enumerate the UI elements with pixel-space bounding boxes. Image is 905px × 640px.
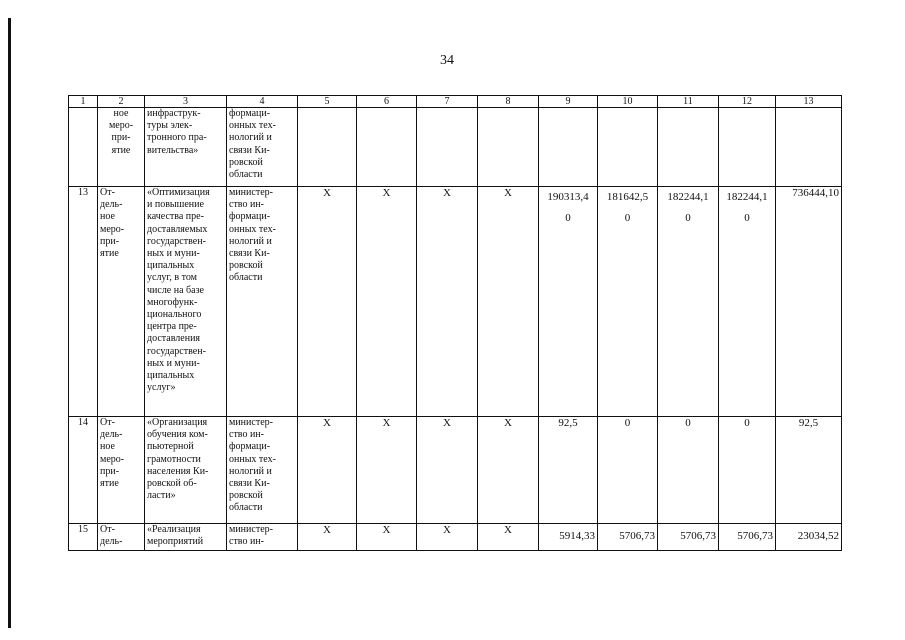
header-cell: 3 xyxy=(145,96,227,108)
cell-col5: Х xyxy=(298,417,357,524)
cell-col10 xyxy=(598,108,658,187)
header-cell: 2 xyxy=(98,96,145,108)
cell-col6: Х xyxy=(357,417,417,524)
cell-col11: 182244,1 0 xyxy=(658,187,719,417)
header-cell: 7 xyxy=(417,96,478,108)
cell-col12: 0 xyxy=(719,417,776,524)
cell-col5: Х xyxy=(298,524,357,551)
cell-col9: 190313,4 0 xyxy=(539,187,598,417)
cell-col9: 5914,33 xyxy=(539,524,598,551)
header-cell: 12 xyxy=(719,96,776,108)
cell-col11 xyxy=(658,108,719,187)
table-row xyxy=(69,187,842,417)
header-cell: 6 xyxy=(357,96,417,108)
cell-col7: Х xyxy=(417,187,478,417)
header-cell: 5 xyxy=(298,96,357,108)
header-cell: 10 xyxy=(598,96,658,108)
header-row xyxy=(69,96,842,108)
measure-type: От- дель- ное меро- при- ятие xyxy=(98,417,145,524)
cell-col8: Х xyxy=(478,524,539,551)
measure-name: «Реализация мероприятий xyxy=(145,524,227,551)
cell-col13: 23034,52 xyxy=(776,524,842,551)
cell-col12: 182244,1 0 xyxy=(719,187,776,417)
table-row xyxy=(69,524,842,551)
cell-col10: 5706,73 xyxy=(598,524,658,551)
measure-type: От- дель- xyxy=(98,524,145,551)
executor: министер- ство ин- формаци- онных тех- нологий и связи Ки- ровской области xyxy=(227,187,298,417)
cell-col7 xyxy=(417,108,478,187)
executor: министер- ство ин- xyxy=(227,524,298,551)
program-table xyxy=(68,95,842,551)
cell-col8: Х xyxy=(478,417,539,524)
cell-col12 xyxy=(719,108,776,187)
row-number: 15 xyxy=(69,524,98,551)
cell-col13: 92,5 xyxy=(776,417,842,524)
cell-col8 xyxy=(478,108,539,187)
cell-col9 xyxy=(539,108,598,187)
row-number xyxy=(69,108,98,187)
row-number: 13 xyxy=(69,187,98,417)
executor: министер- ство ин- формаци- онных тех- нологий и связи Ки- ровской области xyxy=(227,417,298,524)
cell-col5: Х xyxy=(298,187,357,417)
cell-col10: 0 xyxy=(598,417,658,524)
cell-col7: Х xyxy=(417,524,478,551)
header-cell: 8 xyxy=(478,96,539,108)
header-cell: 1 xyxy=(69,96,98,108)
header-cell: 4 xyxy=(227,96,298,108)
cell-col13 xyxy=(776,108,842,187)
cell-col5 xyxy=(298,108,357,187)
cell-col7: Х xyxy=(417,417,478,524)
header-cell: 13 xyxy=(776,96,842,108)
header-cell: 9 xyxy=(539,96,598,108)
measure-type: От- дель- ное меро- при- ятие xyxy=(98,187,145,417)
measure-type: ное меро- при- ятие xyxy=(98,108,145,187)
row-number: 14 xyxy=(69,417,98,524)
measure-name: инфраструк- туры элек- тронного пра- вительства» xyxy=(145,108,227,187)
cell-col6: Х xyxy=(357,187,417,417)
cell-col13: 736444,10 xyxy=(776,187,842,417)
page-edge-bar xyxy=(8,18,11,628)
cell-col11: 0 xyxy=(658,417,719,524)
header-cell: 11 xyxy=(658,96,719,108)
table-row xyxy=(69,108,842,187)
cell-col11: 5706,73 xyxy=(658,524,719,551)
measure-name: «Организация обучения ком- пьютерной грамотности населения Ки- ровской об- ласти» xyxy=(145,417,227,524)
page-number: 34 xyxy=(440,53,454,68)
cell-col9: 92,5 xyxy=(539,417,598,524)
cell-col6: Х xyxy=(357,524,417,551)
executor: формаци- онных тех- нологий и связи Ки- ровской области xyxy=(227,108,298,187)
cell-col6 xyxy=(357,108,417,187)
table-row xyxy=(69,417,842,524)
measure-name: «Оптимизация и повышение качества пре- доставляемых государствен- ных и муни- ципальных услуг, в том числе на базе многофунк- ционального центра пре- доставления государствен- ных и муни- ципальных услуг» xyxy=(145,187,227,417)
cell-col12: 5706,73 xyxy=(719,524,776,551)
cell-col10: 181642,5 0 xyxy=(598,187,658,417)
cell-col8: Х xyxy=(478,187,539,417)
